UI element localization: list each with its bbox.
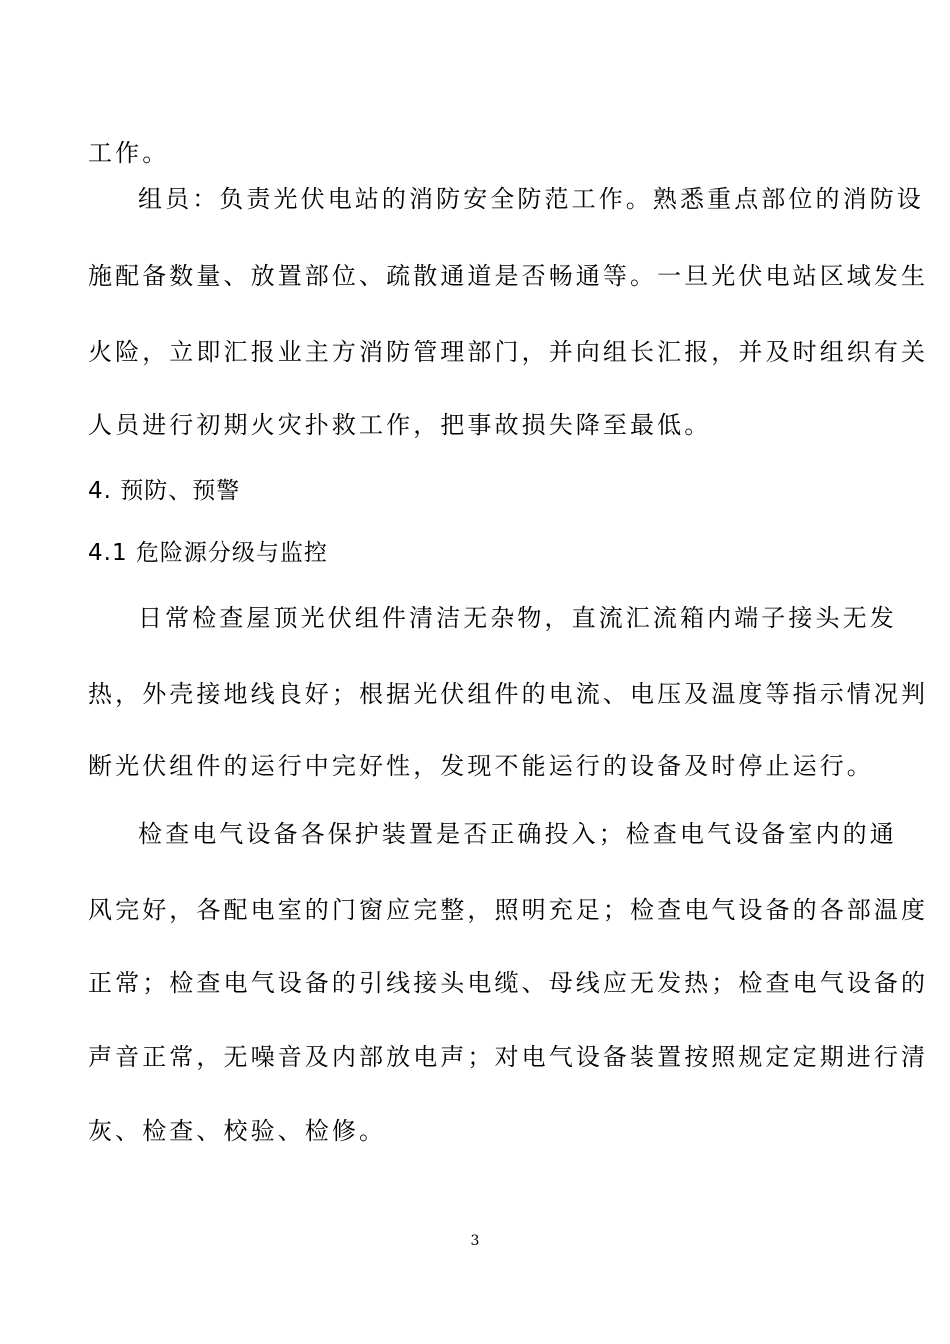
electrical-inspection-line-5: 灰、检查、校验、检修。 — [88, 1117, 387, 1145]
section-heading-4: 4. 预防、预警 — [88, 478, 241, 504]
electrical-inspection-line-2: 风完好，各配电室的门窗应完整，照明充足；检查电气设备的各部温度 — [88, 896, 929, 924]
electrical-inspection-line-4: 声音正常，无噪音及内部放电声；对电气设备装置按照规定定期进行清 — [88, 1043, 929, 1071]
continuation-line: 工作。 — [88, 139, 170, 167]
pv-inspection-line-2: 热，外壳接地线良好；根据光伏组件的电流、电压及温度等指示情况判 — [88, 680, 929, 708]
team-member-line-3: 火险，立即汇报业主方消防管理部门，并向组长汇报，并及时组织有关 — [88, 338, 929, 366]
team-member-line-2: 施配备数量、放置部位、疏散通道是否畅通等。一旦光伏电站区域发生 — [88, 262, 929, 290]
pv-inspection-line-1: 日常检查屋顶光伏组件清洁无杂物，直流汇流箱内端子接头无发 — [138, 604, 897, 632]
team-member-line-4: 人员进行初期火灾扑救工作，把事故损失降至最低。 — [88, 411, 712, 439]
team-member-line-1: 组员：负责光伏电站的消防安全防范工作。熟悉重点部位的消防设 — [138, 185, 924, 213]
page-number: 3 — [470, 1233, 480, 1249]
pv-inspection-line-3: 断光伏组件的运行中完好性，发现不能运行的设备及时停止运行。 — [88, 752, 874, 780]
electrical-inspection-line-3: 正常；检查电气设备的引线接头电缆、母线应无发热；检查电气设备的 — [88, 969, 929, 997]
section-heading-4-1: 4.1 危险源分级与监控 — [88, 540, 328, 566]
electrical-inspection-line-1: 检查电气设备各保护装置是否正确投入；检查电气设备室内的通 — [138, 820, 897, 848]
